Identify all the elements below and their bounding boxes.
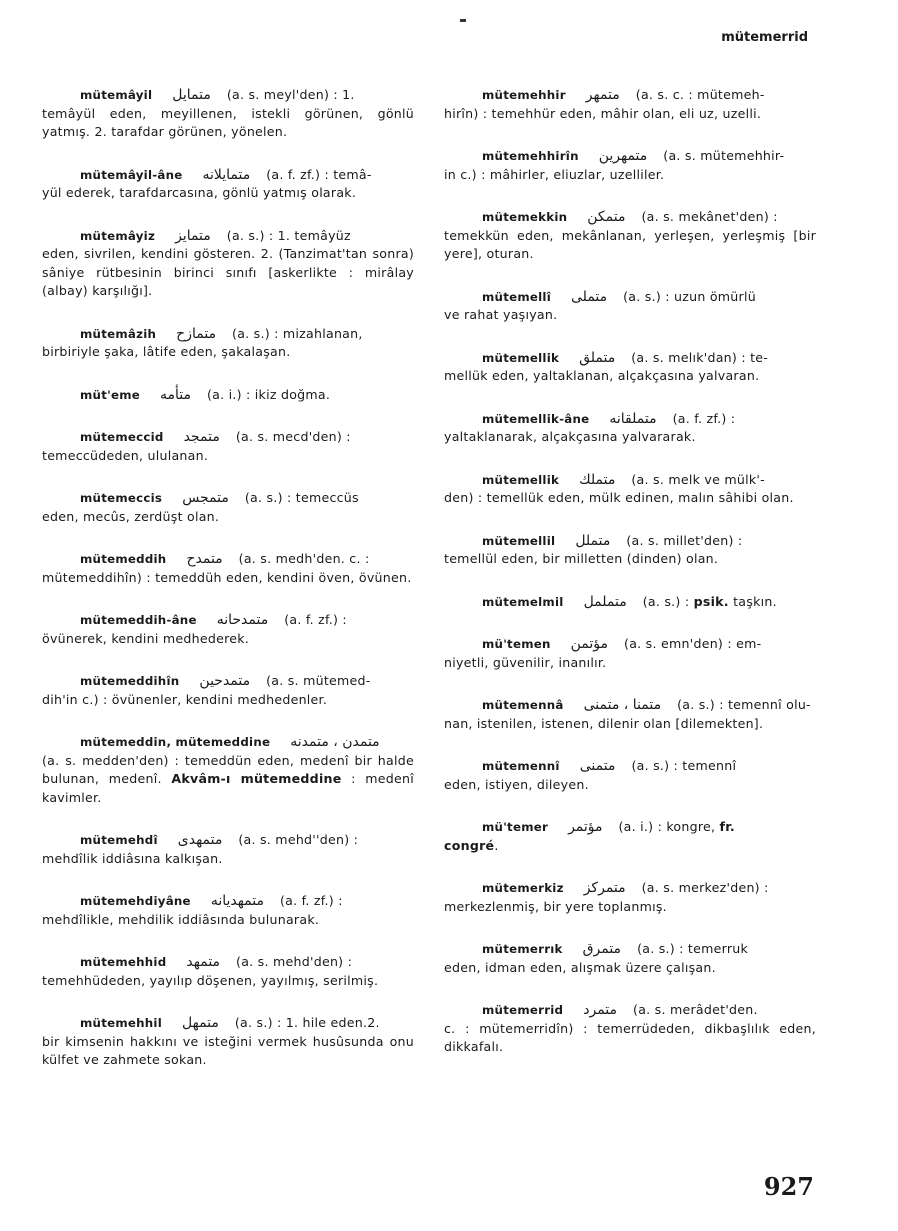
entry-definition: mehdîlikle, mehdilik iddiâsında bulunarak.: [42, 911, 320, 927]
dictionary-entry: [444, 288, 816, 325]
headword: mütemehhir: [482, 88, 566, 102]
entry-headline: [444, 288, 816, 307]
headword: mütemellik: [482, 472, 560, 487]
headword: mütemâzih: [80, 326, 157, 341]
entry-headline: [444, 410, 816, 429]
entry-headline: [42, 953, 414, 972]
entry-definition: eden, sivrilen, kendini gösteren. 2. (Tanzimat'tan sonra) sâniye rütbesinin birinci sınıfı [askerlikte : mirâlay (albay) karşılığı].: [42, 246, 414, 298]
entry-headline: [444, 349, 816, 368]
entry-headline: [444, 208, 816, 227]
arabic-script: متمهديانه: [210, 893, 264, 909]
headword: mütemennî: [482, 759, 560, 773]
entry-grammar: (a. f. zf.) :: [284, 612, 347, 627]
entry-headline: [42, 672, 414, 691]
arabic-script: متمكن: [587, 209, 626, 225]
entry-headline: [444, 147, 816, 166]
dictionary-entry: [42, 386, 414, 405]
headword: mütemellî: [482, 289, 552, 304]
dictionary-entry: [444, 757, 816, 794]
arabic-script: متمدحين: [199, 673, 251, 689]
entry-definition: hirîn) : temehhür eden, mâhir olan, eli uz, uzelli.: [444, 105, 762, 121]
arabic-script: متمایز: [175, 227, 211, 244]
headword: mütemâyil-âne: [80, 167, 183, 182]
dictionary-entry: [42, 489, 414, 526]
headword: mütemerkiz: [482, 881, 564, 895]
arabic-script: متمهل: [182, 1015, 219, 1031]
entry-grammar: (a. f. zf.) :: [672, 410, 736, 426]
entry-grammar: (a. s. emn'den) : em-: [624, 636, 762, 651]
entry-grammar: (a. s. mütemed-: [266, 673, 371, 688]
dictionary-entry: [444, 593, 816, 612]
entry-definition: den) : temellük eden, mülk edinen, malın sâhibi olan.: [444, 490, 794, 505]
entry-definition: yaltaklanarak, alçakçasına yalvararak.: [444, 429, 696, 444]
dictionary-entry: [42, 611, 414, 648]
entry-headline: [42, 550, 414, 569]
headword: mütemennâ: [482, 698, 564, 712]
arabic-script: متململ: [583, 593, 627, 610]
entry-grammar: (a. s. mehd'den) :: [236, 954, 353, 969]
entry-grammar: (a. s.) : psik. taşkın.: [642, 593, 777, 609]
entry-grammar: (a. s.) : temennî olu-: [677, 697, 811, 712]
arabic-script: متمایلانه: [202, 166, 251, 183]
entry-definition: niyetli, güvenilir, inanılır.: [444, 654, 607, 670]
entry-definition: mütemeddihîn) : temeddüh eden, kendini öven, övünen.: [42, 569, 412, 585]
arabic-script: مؤتمن: [570, 636, 609, 652]
entry-definition: temehhüdeden, yayılıp döşenen, yayılmış, serilmiş.: [42, 972, 379, 988]
arabic-script: مؤتمر: [568, 819, 603, 835]
headword: mü'temer: [482, 820, 549, 834]
dictionary-entry: [444, 410, 816, 447]
arabic-script: متملقانه: [609, 410, 657, 427]
dictionary-entry: [444, 818, 816, 855]
entry-definition: in c.) : mâhirler, eliuzlar, uzelliler.: [444, 166, 665, 182]
arabic-script: متمهد: [186, 954, 221, 970]
arabic-script: متمرق: [582, 941, 622, 957]
entry-headline: [444, 879, 816, 898]
headword: mütemerrid: [482, 1003, 564, 1017]
entry-definition: temâyül eden, meyillenen, istekli görünen, gönlü yatmış. 2. tarafdar görünen, yönelen.: [42, 105, 414, 139]
dictionary-entry: [42, 831, 414, 868]
entry-headline: [444, 1001, 816, 1020]
entry-grammar: (a. s. melık'dan) : te-: [631, 349, 769, 365]
arabic-script: متمهر: [585, 87, 620, 103]
entry-definition: mellük eden, yaltaklanan, alçakçasına yalvaran.: [444, 368, 760, 383]
arabic-script: متمهدى: [177, 832, 223, 848]
print-mark: [460, 19, 466, 22]
dictionary-entry: [42, 550, 414, 587]
dictionary-entry: [42, 733, 414, 807]
entry-headline: [42, 733, 414, 752]
entry-grammar: (a. i.) : ikiz doğma.: [207, 386, 331, 402]
entry-grammar: (a. s. millet'den) :: [626, 532, 743, 548]
entry-grammar: (a. s.) : temeccüs: [244, 490, 359, 505]
dictionary-entry: [444, 208, 816, 264]
right-column: [444, 86, 816, 1081]
dictionary-entry: [42, 953, 414, 990]
entry-headline: [42, 325, 414, 344]
entry-definition: merkezlenmiş, bir yere toplanmış.: [444, 898, 667, 914]
entry-grammar: (a. i.) : kongre, fr.: [618, 819, 735, 834]
entry-grammar: (a. s.) : 1. temâyüz: [226, 227, 351, 243]
running-head: mütemerrid: [721, 30, 808, 45]
entry-headline: [42, 166, 414, 185]
arabic-script: متمهرين: [598, 148, 648, 164]
entry-grammar: (a. s. merkez'den) :: [641, 880, 769, 895]
entry-definition: temeccüdeden, ululanan.: [42, 447, 209, 463]
entry-grammar: (a. s. meyl'den) : 1.: [226, 87, 355, 102]
entry-definition: eden, mecûs, zerdüşt olan.: [42, 508, 220, 524]
entry-grammar: (a. s. merâdet'den.: [633, 1002, 758, 1017]
entry-definition: bir kimsenin hakkını ve isteğini vermek husûsunda onu külfet ve zahmete sokan.: [42, 1033, 414, 1067]
entry-headline: [444, 86, 816, 105]
dictionary-entry: [444, 471, 816, 508]
dictionary-entry: [42, 672, 414, 709]
dictionary-entry: [444, 940, 816, 977]
entry-headline: [444, 696, 816, 715]
dictionary-entry: [42, 166, 414, 203]
dictionary-entry: [42, 892, 414, 929]
entry-grammar: (a. s. mecd'den) :: [235, 429, 351, 444]
headword: mütemellil: [482, 533, 556, 548]
headword: mütemeddih: [80, 552, 167, 566]
entry-headline: [42, 611, 414, 630]
entry-definition: temekkün eden, mekânlanan, yerleşen, yerleşmiş [bir yere], oturan.: [444, 227, 816, 261]
entry-headline: [444, 471, 816, 490]
arabic-script: متمدح: [186, 551, 223, 567]
headword: mütemâyiz: [80, 228, 156, 243]
entry-headline: [444, 940, 816, 959]
arabic-script: متملل: [575, 532, 611, 549]
headword: mütemehhirîn: [482, 149, 579, 163]
dictionary-entry: [444, 879, 816, 916]
entry-grammar: (a. f. zf.) : temâ-: [266, 166, 372, 182]
headword: mütemerrık: [482, 942, 563, 956]
arabic-script: متمدن ، متمدنه: [290, 734, 380, 750]
headword: mütemâyil: [80, 88, 153, 102]
entry-headline: [42, 1014, 414, 1033]
entry-grammar: (a. s. medh'den. c. :: [238, 551, 370, 566]
entry-grammar: (a. s. mütemehhir-: [663, 148, 785, 163]
headword: mütemeddin, mütemeddine: [80, 735, 271, 749]
left-column: [42, 86, 414, 1094]
entry-grammar: (a. s. mekânet'den) :: [641, 209, 778, 224]
arabic-script: متأمه: [160, 386, 191, 403]
entry-grammar: (a. s. melk ve mülk'-: [631, 471, 765, 487]
dictionary-entry: [444, 147, 816, 184]
entry-definition: yül ederek, tarafdarcasına, gönlü yatmış olarak.: [42, 185, 357, 200]
headword: mü'temen: [482, 637, 551, 651]
arabic-script: متمجد: [183, 429, 220, 445]
arabic-script: متملى: [571, 288, 608, 305]
arabic-script: متمایل: [172, 87, 211, 103]
entry-definition: eden, idman eden, alışmak üzere çalışan.: [444, 959, 716, 975]
entry-definition: ve rahat yaşıyan.: [444, 307, 558, 322]
entry-grammar: (a. s.) : 1. hile eden.2.: [234, 1015, 380, 1030]
entry-grammar: (a. s.) : temennî: [631, 758, 737, 773]
headword: mütemehhid: [80, 955, 167, 969]
entry-definition: birbiriyle şaka, lâtife eden, şakalaşan.: [42, 344, 291, 359]
headword: mütemeccid: [80, 430, 164, 444]
arabic-script: متملق: [579, 349, 616, 366]
entry-headline: [42, 86, 414, 105]
arabic-script: متمازح: [176, 325, 217, 342]
headword: mütemellik-âne: [482, 411, 590, 426]
entry-headline: [42, 892, 414, 911]
entry-headline: [42, 489, 414, 508]
dictionary-entry: [444, 635, 816, 672]
headword: mütemeccis: [80, 491, 163, 505]
entry-headline: [444, 818, 816, 837]
dictionary-entry: [42, 1014, 414, 1070]
headword: mütemehdî: [80, 833, 158, 847]
entry-headline: [444, 532, 816, 551]
arabic-script: متملك: [579, 471, 616, 488]
dictionary-entry: [444, 532, 816, 569]
arabic-script: متمنى: [579, 758, 616, 774]
entry-headline: [42, 428, 414, 447]
arabic-script: متمدحانه: [216, 612, 269, 628]
entry-definition: temellül eden, bir milletten (dinden) olan.: [444, 551, 719, 566]
headword: mütemeddih-âne: [80, 613, 197, 627]
entry-grammar: (a. f. zf.) :: [280, 893, 343, 908]
entry-definition: congré.: [444, 837, 499, 853]
headword: mütemehhil: [80, 1016, 163, 1030]
entry-definition: dih'in c.) : övünenler, kendini medhedenler.: [42, 691, 328, 707]
entry-definition: c. : mütemerridîn) : temerrüdeden, dikbaşlılık eden, dikkafalı.: [444, 1020, 816, 1054]
page-number: 927: [763, 1172, 814, 1201]
headword: müt'eme: [80, 387, 140, 402]
entry-grammar: (a. s. c. : mütemeh-: [635, 87, 765, 102]
entry-headline: [42, 227, 414, 246]
dictionary-entry: [42, 227, 414, 301]
entry-headline: [42, 831, 414, 850]
arabic-script: متمرد: [583, 1002, 618, 1018]
headword: mütemelmil: [482, 594, 564, 609]
entry-headline: [444, 635, 816, 654]
entry-headline: [444, 593, 816, 612]
headword: mütemellik: [482, 350, 560, 365]
entry-definition: nan, istenilen, istenen, dilenir olan [dilemekten].: [444, 715, 764, 731]
arabic-script: متمجس: [182, 490, 229, 506]
entry-definition: (a. s. medden'den) : temeddün eden, medenî bir halde bulunan, medenî. Akvâm-ı mütemeddine : medenî kavimler.: [42, 752, 414, 805]
dictionary-entry: [42, 325, 414, 362]
dictionary-entry: [444, 86, 816, 123]
headword: mütemeddihîn: [80, 674, 180, 688]
dictionary-entry: [42, 428, 414, 465]
entry-grammar: (a. s.) : mizahlanan,: [232, 325, 363, 341]
headword: mütemekkin: [482, 210, 568, 224]
entry-grammar: (a. s. mehd''den) :: [238, 832, 359, 847]
headword: mütemehdiyâne: [80, 894, 191, 908]
dictionary-entry: [42, 86, 414, 142]
dictionary-entry: [444, 349, 816, 386]
entry-definition: eden, istiyen, dileyen.: [444, 776, 589, 792]
arabic-script: متمركز: [583, 880, 626, 896]
entry-grammar: (a. s.) : temerruk: [637, 941, 749, 956]
dictionary-entry: [444, 1001, 816, 1057]
entry-definition: övünerek, kendini medhederek.: [42, 630, 250, 646]
entry-definition: mehdîlik iddiâsına kalkışan.: [42, 850, 223, 866]
entry-headline: [444, 757, 816, 776]
arabic-script: متمنا ، متمنى: [583, 697, 662, 713]
dictionary-entry: [444, 696, 816, 733]
entry-headline: [42, 386, 414, 405]
entry-grammar: (a. s.) : uzun ömürlü: [623, 288, 756, 304]
